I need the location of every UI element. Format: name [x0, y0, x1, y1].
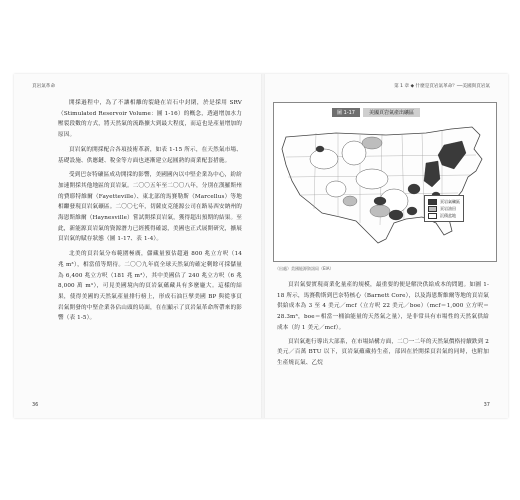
legend-swatch: [428, 199, 437, 205]
left-paragraph-2: 頁岩氣的開採配合各項技術革新，如表 1-15 所示，在天然氣市場、基礎設施、供應鏈、稅金等方面也逐漸建立起圓熟的商業配套措施。: [58, 146, 242, 164]
legend-swatch: [428, 213, 437, 219]
figure-title: [332, 108, 420, 117]
legend-label: 沉積盆地: [440, 212, 456, 218]
legend-row-basin: [428, 212, 460, 219]
left-page: [14, 74, 261, 418]
figure-name: 美國頁岩氣產出礦區: [363, 108, 420, 117]
left-page-number: 36: [32, 402, 39, 408]
legend-label: 頁岩油田: [440, 205, 456, 211]
book-spread: [14, 74, 508, 418]
figure-source: （出處）美國能源資訊局（EIA）: [275, 266, 334, 271]
map-legend: [424, 195, 464, 222]
us-map-graphic: [276, 119, 494, 257]
legend-swatch: [428, 206, 437, 212]
right-page: [265, 74, 508, 418]
legend-row-shale-oil: [428, 205, 460, 212]
right-body-text: [277, 280, 489, 372]
left-body-text: [58, 98, 242, 328]
legend-row-shale-gas: [428, 198, 460, 205]
left-paragraph-4: 北美的頁岩氣分布範圍極廣，儲藏量預估超過 800 兆立方呎（14 兆 m³），相當值等期待。二〇〇九年底全球天然氣的確定剩餘可採儲量為 6,400 兆立方呎（181 兆 m³），其中美國佔了 240 兆立方呎（6 兆 8,000 萬 m³），可見美國境內的頁岩氣蘊藏具有多麼龐大。這樣的結果，使得美國的天然氣產量排行榜上，形成石油巨擘美國 BP 與從事頁岩氣開發的中堅企業各佔山頭的局面，在在顯示了頁岩氣革命所帶來的影響（表 1-5）。: [58, 251, 242, 322]
figure-number: 圖 1-17: [332, 108, 360, 117]
legend-label: 頁岩氣礦區: [440, 198, 460, 204]
us-shale-map: [276, 119, 494, 257]
left-paragraph-1: 開採過程中，為了不讓相離的裂縫在岩石中封閉，於是採用 SRV（Stimulated Reservoir Volume：圖 1-16）的概念，透過增加水力壓裂段數的方式，將天然氣的流路擴大到最大程度，而這也是產量增加的原因。: [58, 100, 242, 139]
right-paragraph-1: 頁岩氣要實現商業化量產的規模，最重要的便是解決供給成本的問題。如圖 1-18 所示，馬賽勒斯到巴奈特核心（Barnett Core），以及海恩斯維爾等地的頁岩氣供給成本為 3 至 4 美元／mcf（立方呎 22 美元／boe）（mcf＝1,000 立方呎＝28.3m³，boe＝相當一桶油能量的天然氣之量），是非常具有市場性的天然氣供給成本（約 1 美元／mcf）。: [277, 282, 489, 331]
left-paragraph-3: 受到巴奈特礦區成功開採的影響，美國國內以中堅企業為中心，紛紛加速開採其他地區的頁岩氣。二〇〇五年至二〇〇八年，分別在漢羅斯州的費耶特維爾（Fayetteville）、東北部的馬賽勒斯（Marcellus）等地相繼發現頁岩氣礦區。二〇〇七年，切薩皮克能源公司在路易西安納州的海恩斯維爾（Haynesville）嘗試開採頁岩氣，獲得超出預期的結果。至此，新能源頁岩氣的資源潛力已經獲得確認，美國也正式展開研究，擴展頁岩氣的賦存狀態（圖 1-17、表 1-4）。: [58, 172, 242, 243]
figure-shale-map: [273, 102, 497, 262]
right-paragraph-2: 頁岩氣進行導出大部系，在市場結構方面，二〇一二年的天然氣價格持續跌到 2 美元／百萬 BTU 以下，頁岩氣蘊藏持生產，部因在於開採頁岩氣的同時，也附加生產燒瓦氣、乙烷: [277, 338, 489, 366]
left-running-head: 頁岩氣革命: [32, 84, 55, 89]
right-page-number: 37: [483, 402, 490, 408]
right-running-head: 第 1 章 ◆ 什麼是頁岩氣革命？──美國與頁岩氣: [394, 84, 490, 89]
